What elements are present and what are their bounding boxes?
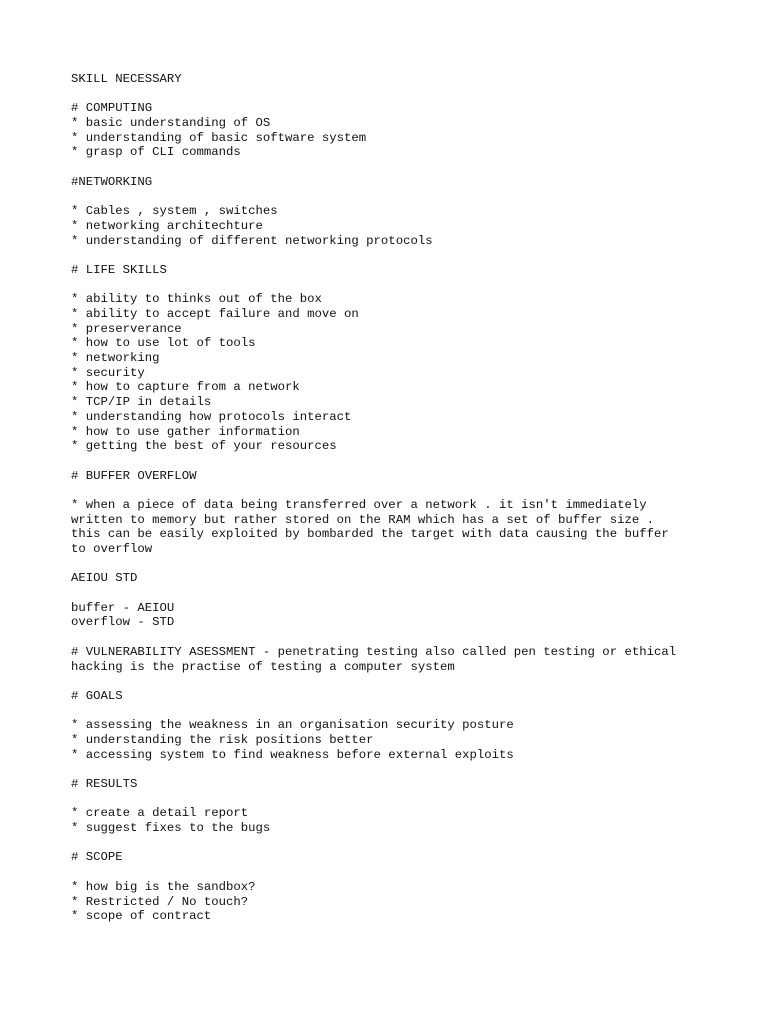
blank-line <box>71 483 731 498</box>
text-line: this can be easily exploited by bombarded the target with data causing the buffer <box>71 527 669 542</box>
section-heading: # LIFE SKILLS <box>71 262 167 277</box>
blank-line <box>71 674 731 689</box>
section-heading: # COMPUTING <box>71 101 153 116</box>
bullet-line: * assessing the weakness in an organisation security posture <box>71 718 514 733</box>
bullet-line: * how to capture from a network <box>71 380 300 395</box>
section-heading: # BUFFER OVERFLOW <box>71 468 197 483</box>
blank-line <box>71 557 731 572</box>
blank-line <box>71 865 731 880</box>
bullet-line: * networking architechture <box>71 218 263 233</box>
section-heading: SKILL NECESSARY <box>71 72 182 86</box>
bullet-line: * how to use lot of tools <box>71 336 256 351</box>
blank-line <box>71 278 731 293</box>
blank-line <box>71 248 731 263</box>
bullet-line: * preserverance <box>71 321 182 336</box>
blank-line <box>71 160 731 175</box>
bullet-line: * accessing system to find weakness before external exploits <box>71 747 514 762</box>
bullet-line: * when a piece of data being transferred over a network . it isn't immediately <box>71 497 647 512</box>
text-line: buffer - AEIOU <box>71 600 175 615</box>
bullet-line: * create a detail report <box>71 806 249 821</box>
blank-line <box>71 762 731 777</box>
blank-line <box>71 704 731 719</box>
section-heading: # RESULTS <box>71 777 138 791</box>
bullet-line: * how to use gather information <box>71 424 300 439</box>
bullet-line: * understanding of basic software system <box>71 130 367 145</box>
bullet-line: * Cables , system , switches <box>71 204 278 219</box>
blank-line <box>71 836 731 851</box>
section-heading: #NETWORKING <box>71 174 153 189</box>
blank-line <box>71 454 731 469</box>
document-page <box>71 72 731 924</box>
text-line: overflow - STD <box>71 615 175 630</box>
section-heading: AEIOU STD <box>71 571 138 586</box>
section-heading: # SCOPE <box>71 850 123 865</box>
bullet-line: * ability to accept failure and move on <box>71 307 359 321</box>
bullet-line: * understanding how protocols interact <box>71 409 352 424</box>
text-line: hacking is the practise of testing a computer system <box>71 659 455 674</box>
bullet-line: * understanding the risk positions better <box>71 732 374 747</box>
bullet-line: * grasp of CLI commands <box>71 145 241 160</box>
bullet-line: * Restricted / No touch? <box>71 894 249 909</box>
blank-line <box>71 630 731 645</box>
section-heading: # VULNERABILITY ASESSMENT - penetrating testing also called pen testing or ethical <box>71 644 677 659</box>
text-line: written to memory but rather stored on the RAM which has a set of buffer size . <box>71 512 654 527</box>
bullet-line: * suggest fixes to the bugs <box>71 821 271 836</box>
bullet-line: * understanding of different networking protocols <box>71 233 433 248</box>
text-line: to overflow <box>71 542 153 556</box>
bullet-line: * scope of contract <box>71 909 212 924</box>
bullet-line: * networking <box>71 351 160 366</box>
bullet-line: * ability to thinks out of the box <box>71 292 322 307</box>
blank-line <box>71 87 731 102</box>
bullet-line: * basic understanding of OS <box>71 116 271 131</box>
bullet-line: * TCP/IP in details <box>71 395 212 410</box>
blank-line <box>71 586 731 601</box>
bullet-line: * how big is the sandbox? <box>71 879 256 894</box>
blank-line <box>71 190 731 205</box>
bullet-line: * security <box>71 365 145 380</box>
bullet-line: * getting the best of your resources <box>71 439 337 454</box>
blank-line <box>71 792 731 807</box>
section-heading: # GOALS <box>71 688 123 703</box>
